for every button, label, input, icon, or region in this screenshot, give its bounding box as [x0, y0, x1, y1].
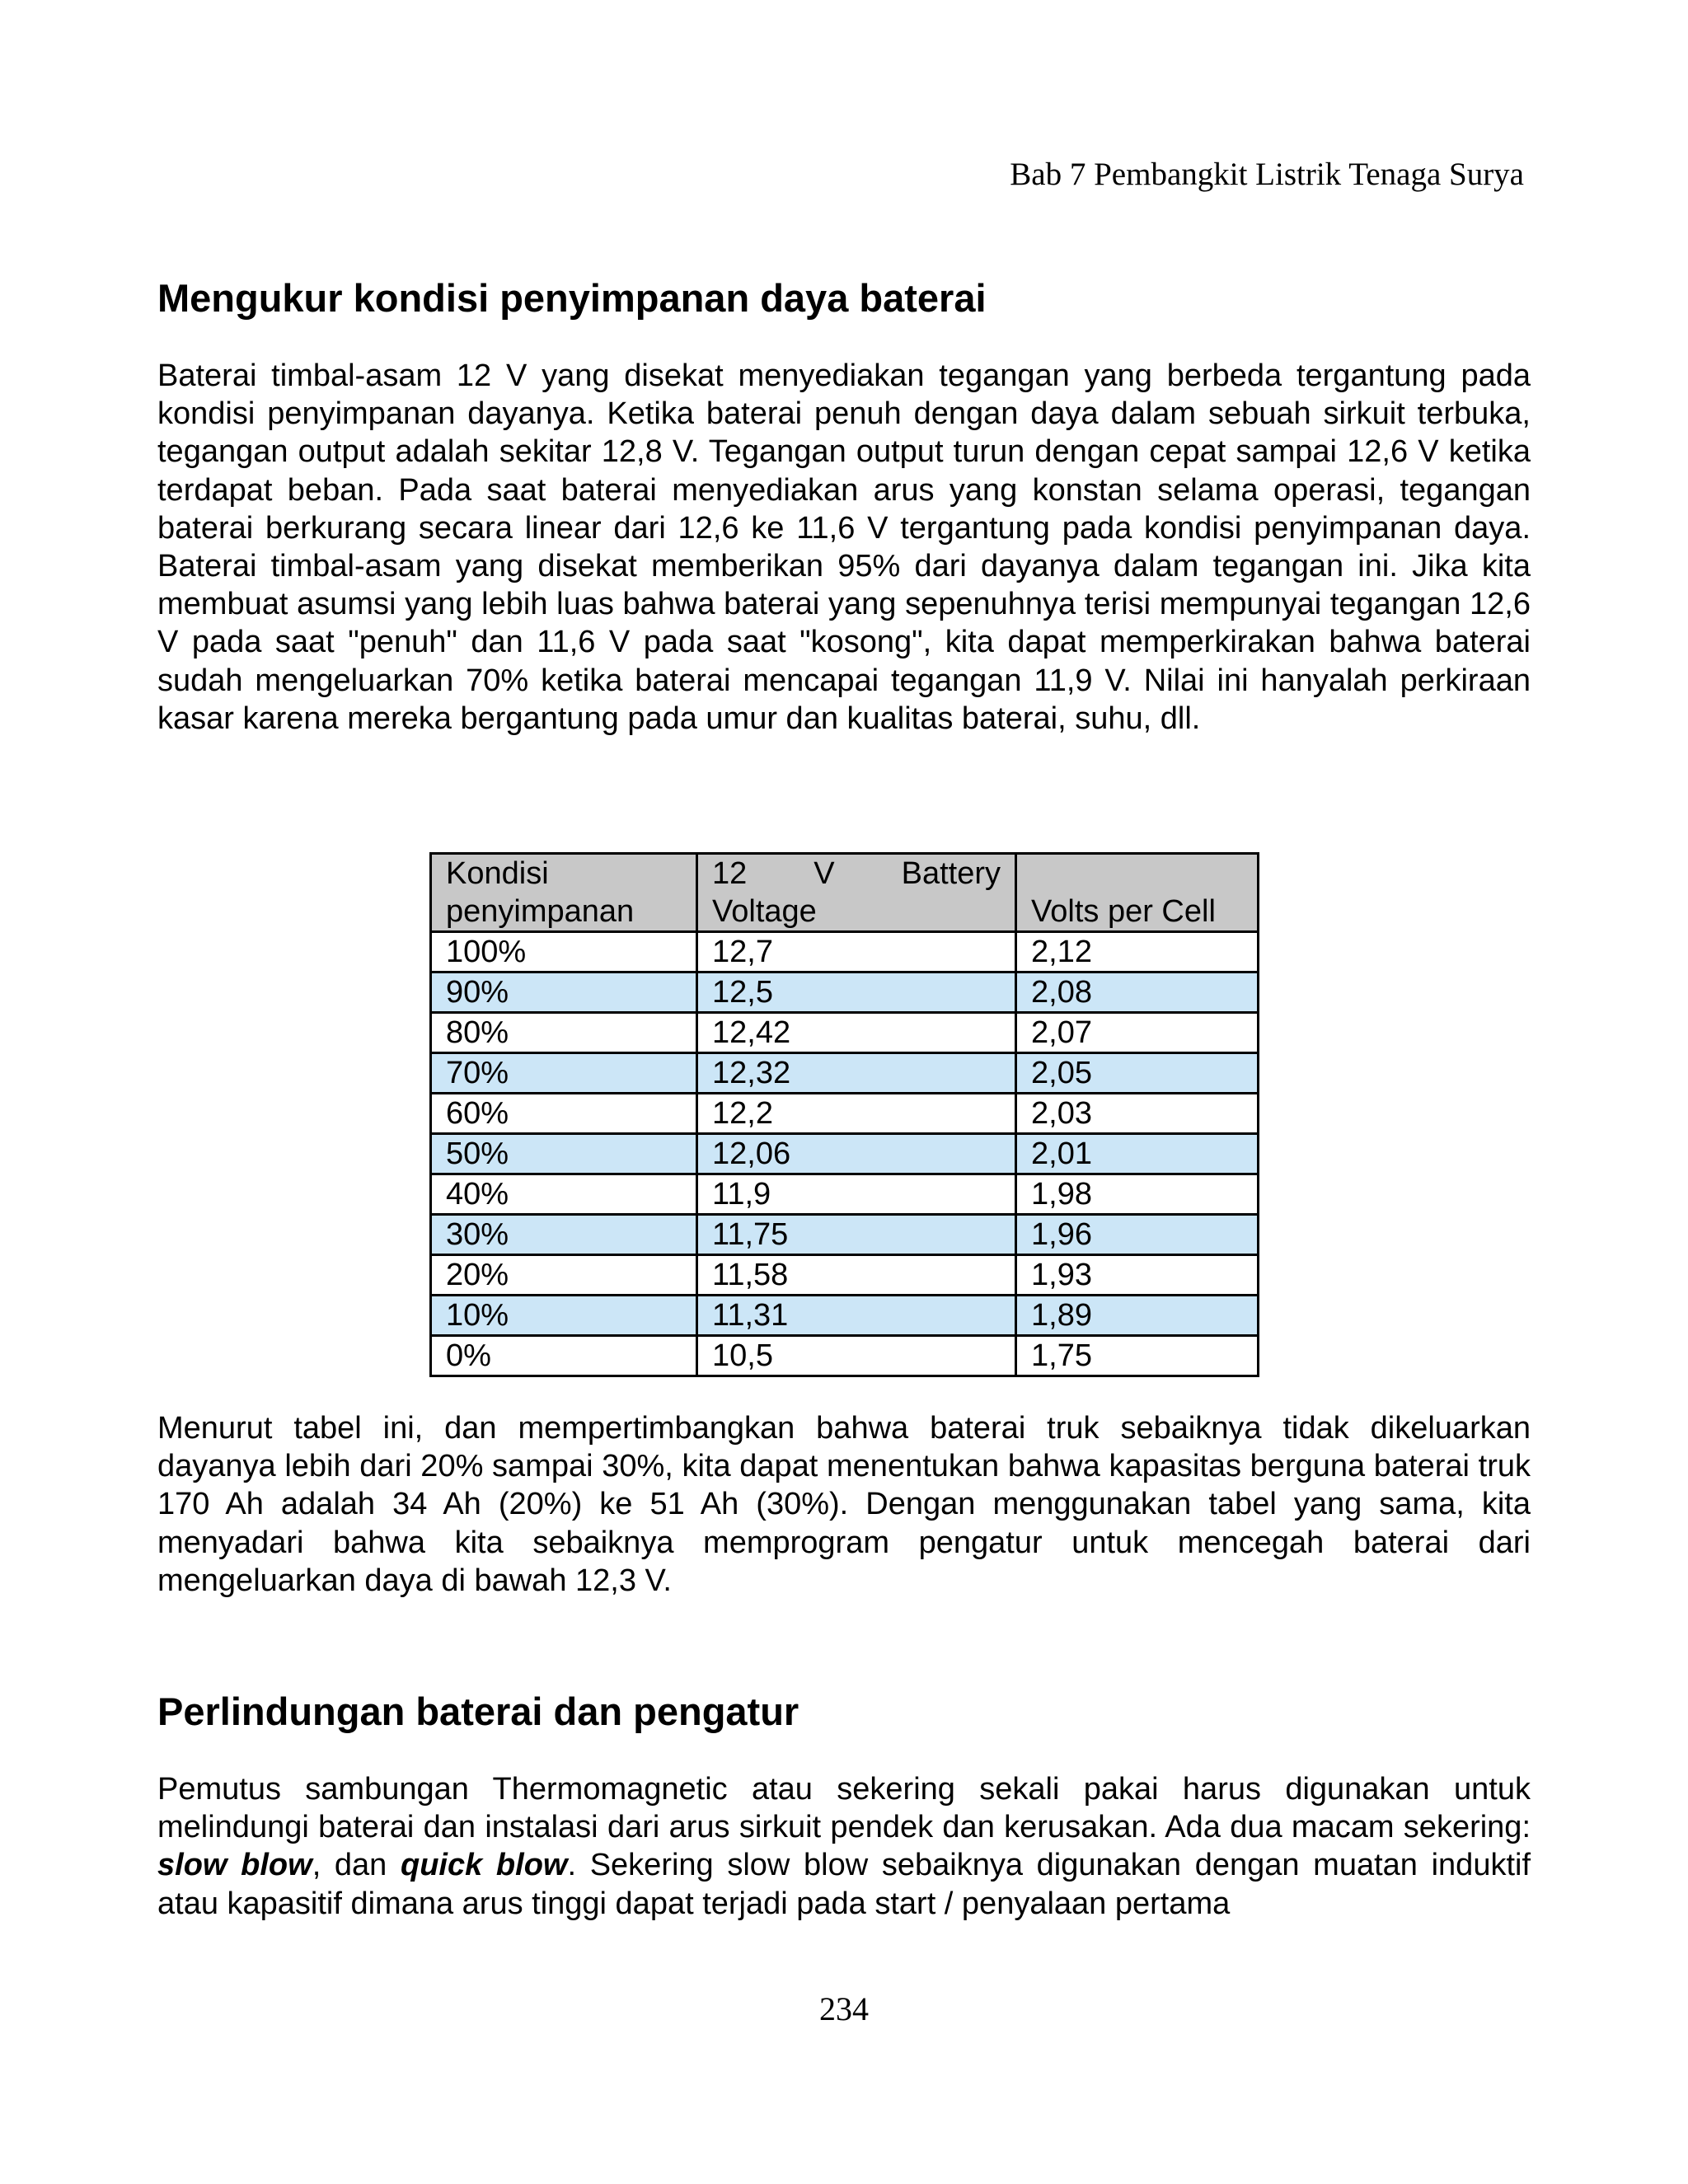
cell-charge-state: 90% [431, 972, 697, 1013]
cell-battery-voltage: 11,9 [697, 1174, 1016, 1215]
header-word-12: 12 [712, 856, 748, 891]
table-row [431, 972, 1259, 1013]
cell-battery-voltage: 12,2 [697, 1094, 1016, 1134]
table-row [431, 1215, 1259, 1255]
cell-charge-state: 30% [431, 1215, 697, 1255]
cell-battery-voltage: 11,58 [697, 1255, 1016, 1296]
paragraph-fuses [157, 1770, 1531, 1923]
header-battery-voltage [697, 854, 1016, 932]
page-number: 234 [819, 1990, 869, 2027]
cell-charge-state: 60% [431, 1094, 697, 1134]
table-row [431, 1053, 1259, 1094]
cell-charge-state: 70% [431, 1053, 697, 1094]
cell-charge-state: 100% [431, 932, 697, 972]
table-body [431, 932, 1259, 1376]
cell-battery-voltage: 12,5 [697, 972, 1016, 1013]
running-header: Bab 7 Pembangkit Listrik Tenaga Surya [1010, 157, 1524, 192]
table-header-row [431, 854, 1259, 932]
cell-battery-voltage: 12,42 [697, 1013, 1016, 1053]
fuse-text-3: . Sekering slow blow sebaiknya digunakan dengan muatan induktif atau kapasitif dimana arus tinggi dapat terjadi pada start / penyalaan pertama [157, 1848, 1531, 1921]
emphasis-slow-blow: slow blow [157, 1848, 312, 1883]
cell-volts-per-cell: 2,07 [1016, 1013, 1259, 1053]
table-row [431, 1296, 1259, 1336]
table-row [431, 1013, 1259, 1053]
header-volts-per-cell: Volts per Cell [1016, 854, 1259, 932]
cell-charge-state: 10% [431, 1296, 697, 1336]
cell-volts-per-cell: 2,05 [1016, 1053, 1259, 1094]
cell-volts-per-cell: 1,96 [1016, 1215, 1259, 1255]
cell-battery-voltage: 12,06 [697, 1134, 1016, 1174]
table-row [431, 1255, 1259, 1296]
header-word-battery: Battery [901, 856, 1001, 891]
table-row [431, 1094, 1259, 1134]
table-row [431, 1174, 1259, 1215]
section-heading-protection: Perlindungan baterai dan pengatur [157, 1690, 799, 1733]
cell-volts-per-cell: 2,01 [1016, 1134, 1259, 1174]
header-charge-state-line1: Kondisi [446, 856, 549, 891]
section-heading-battery-state: Mengukur kondisi penyimpanan daya baterai [157, 276, 987, 320]
header-word-v: V [814, 856, 835, 891]
cell-volts-per-cell: 2,08 [1016, 972, 1259, 1013]
cell-battery-voltage: 11,31 [697, 1296, 1016, 1336]
cell-battery-voltage: 12,7 [697, 932, 1016, 972]
cell-volts-per-cell: 2,12 [1016, 932, 1259, 972]
cell-battery-voltage: 12,32 [697, 1053, 1016, 1094]
cell-volts-per-cell: 2,03 [1016, 1094, 1259, 1134]
battery-state-table [429, 852, 1259, 1377]
cell-charge-state: 20% [431, 1255, 697, 1296]
paragraph-truck-battery: Menurut tabel ini, dan mempertimbangkan bahwa baterai truk sebaiknya tidak dikeluarkan dayanya lebih dari 20% sampai 30%, kita dapat menentukan bahwa kapasitas berguna baterai truk 170 Ah adalah 34 Ah (20%) ke 51 Ah (30%). Dengan menggunakan tabel yang sama, kita menyadari bahwa kita sebaiknya memprogram pengatur untuk mencegah baterai dari mengeluarkan daya di bawah 12,3 V. [157, 1411, 1531, 1598]
cell-charge-state: 40% [431, 1174, 697, 1215]
emphasis-quick-blow: quick blow [401, 1848, 568, 1883]
header-battery-voltage-line1 [712, 855, 1001, 893]
cell-volts-per-cell: 1,75 [1016, 1336, 1259, 1376]
fuse-text-1: Pemutus sambungan Thermomagnetic atau sekering sekali pakai harus digunakan untuk melindungi baterai dan instalasi dari arus sirkuit pendek dan kerusakan. Ada dua macam sekering: [157, 1772, 1531, 1845]
cell-volts-per-cell: 1,89 [1016, 1296, 1259, 1336]
cell-charge-state: 50% [431, 1134, 697, 1174]
cell-volts-per-cell: 1,93 [1016, 1255, 1259, 1296]
header-charge-state [431, 854, 697, 932]
cell-charge-state: 80% [431, 1013, 697, 1053]
table-row [431, 1336, 1259, 1376]
cell-battery-voltage: 11,75 [697, 1215, 1016, 1255]
fuse-text-2: , dan [312, 1848, 401, 1883]
cell-volts-per-cell: 1,98 [1016, 1174, 1259, 1215]
table-row [431, 1134, 1259, 1174]
header-charge-state-line2: penyimpanan [446, 894, 635, 929]
table-row [431, 932, 1259, 972]
paragraph-battery-voltage: Baterai timbal-asam 12 V yang disekat menyediakan tegangan yang berbeda tergantung pada kondisi penyimpanan dayanya. Ketika baterai penuh dengan daya dalam sebuah sirkuit terbuka, tegangan output adalah sekitar 12,8 V. Tegangan output turun dengan cepat sampai 12,6 V ketika terdapat beban. Pada saat baterai menyediakan arus yang konstan selama operasi, tegangan baterai berkurang secara linear dari 12,6 ke 11,6 V tergantung pada kondisi penyimpanan daya. Baterai timbal-asam yang disekat memberikan 95% dari dayanya dalam tegangan ini. Jika kita membuat asumsi yang lebih luas bahwa baterai yang sepenuhnya terisi mempunyai tegangan 12,6 V pada saat "penuh" dan 11,6 V pada saat "kosong", kita dapat memperkirakan bahwa baterai sudah mengeluarkan 70% ketika baterai mencapai tegangan 11,9 V. Nilai ini hanyalah perkiraan kasar karena mereka bergantung pada umur dan kualitas baterai, suhu, dll. [157, 359, 1531, 736]
cell-charge-state: 0% [431, 1336, 697, 1376]
cell-battery-voltage: 10,5 [697, 1336, 1016, 1376]
header-battery-voltage-line2: Voltage [712, 894, 817, 929]
